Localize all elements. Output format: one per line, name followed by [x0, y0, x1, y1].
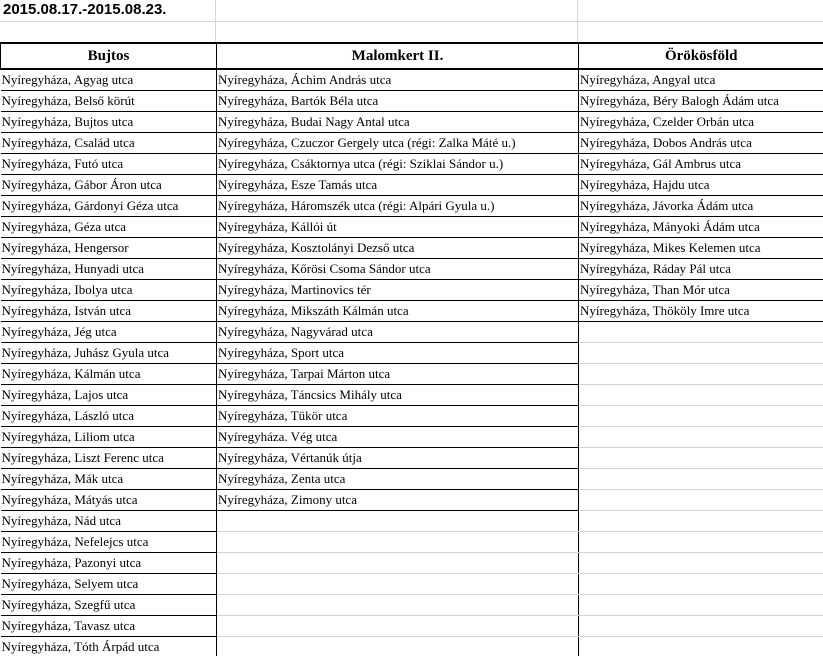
- empty-cell[interactable]: [579, 574, 823, 595]
- street-cell[interactable]: Nyíregyháza, Thököly Imre utca: [579, 301, 823, 322]
- empty-cell[interactable]: [217, 616, 579, 637]
- empty-cell[interactable]: [217, 511, 579, 532]
- street-cell[interactable]: Nyíregyháza, Kosztolányi Dezső utca: [217, 238, 579, 259]
- table-row: [1, 532, 823, 553]
- table-row: [1, 175, 823, 196]
- street-cell[interactable]: Nyíregyháza, Csáktornya utca (régi: Sziklai Sándor u.): [217, 154, 579, 175]
- date-range: 2015.08.17.-2015.08.23.: [3, 1, 167, 18]
- street-cell[interactable]: Nyíregyháza, Táncsics Mihály utca: [217, 385, 579, 406]
- empty-cell[interactable]: [579, 511, 823, 532]
- table-row: [1, 280, 823, 301]
- table-row: [1, 133, 823, 154]
- street-cell[interactable]: Nyíregyháza, Hunyadi utca: [1, 259, 217, 280]
- empty-cell[interactable]: [217, 637, 579, 656]
- street-cell[interactable]: Nyíregyháza, Martinovics tér: [217, 280, 579, 301]
- street-cell[interactable]: Nyíregyháza, Esze Tamás utca: [217, 175, 579, 196]
- street-cell[interactable]: Nyíregyháza, István utca: [1, 301, 217, 322]
- street-cell[interactable]: Nyíregyháza, Háromszék utca (régi: Alpári Gyula u.): [217, 196, 579, 217]
- table-row: [1, 69, 823, 91]
- street-cell[interactable]: Nyíregyháza, Than Mór utca: [579, 280, 823, 301]
- empty-cell[interactable]: [578, 0, 823, 21]
- street-cell[interactable]: Nyíregyháza, Áchim András utca: [217, 69, 579, 91]
- street-cell[interactable]: Nyíregyháza, Czuczor Gergely utca (régi: Zalka Máté u.): [217, 133, 579, 154]
- table-row: [1, 112, 823, 133]
- table-row: [1, 238, 823, 259]
- street-cell[interactable]: Nyíregyháza, Tóth Árpád utca: [1, 637, 217, 656]
- header-row: [1, 43, 823, 69]
- street-cell[interactable]: Nyíregyháza, Jávorka Ádám utca: [579, 196, 823, 217]
- street-cell[interactable]: Nyíregyháza, Nagyvárad utca: [217, 322, 579, 343]
- street-cell[interactable]: Nyíregyháza, Mikszáth Kálmán utca: [217, 301, 579, 322]
- street-cell[interactable]: Nyíregyháza, Angyal utca: [579, 69, 823, 91]
- street-cell[interactable]: Nyíregyháza, Ibolya utca: [1, 280, 217, 301]
- street-cell[interactable]: Nyíregyháza, László utca: [1, 406, 217, 427]
- empty-cell[interactable]: [579, 637, 823, 656]
- date-row: [0, 0, 823, 22]
- street-cell[interactable]: Nyíregyháza. Vég utca: [217, 427, 579, 448]
- street-cell[interactable]: Nyíregyháza, Juhász Gyula utca: [1, 343, 217, 364]
- street-cell[interactable]: Nyíregyháza, Selyem utca: [1, 574, 217, 595]
- empty-cell[interactable]: [579, 553, 823, 574]
- street-cell[interactable]: Nyíregyháza, Liszt Ferenc utca: [1, 448, 217, 469]
- empty-cell[interactable]: [216, 22, 578, 42]
- table-row: [1, 364, 823, 385]
- blank-row: [0, 22, 823, 42]
- table-row: [1, 448, 823, 469]
- table-row: [1, 91, 823, 112]
- table-row: [1, 574, 823, 595]
- table-row: [1, 490, 823, 511]
- empty-cell[interactable]: [217, 595, 579, 616]
- street-cell[interactable]: Nyíregyháza, Hajdu utca: [579, 175, 823, 196]
- table-row: [1, 301, 823, 322]
- street-cell[interactable]: Nyíregyháza, Jég utca: [1, 322, 217, 343]
- street-cell[interactable]: Nyíregyháza, Mikes Kelemen utca: [579, 238, 823, 259]
- table-row: [1, 196, 823, 217]
- street-cell[interactable]: Nyíregyháza, Agyag utca: [1, 69, 217, 91]
- empty-cell[interactable]: [579, 469, 823, 490]
- empty-cell[interactable]: [579, 322, 823, 343]
- street-cell[interactable]: Nyíregyháza, Bujtos utca: [1, 112, 217, 133]
- table-body: [1, 69, 823, 656]
- empty-cell[interactable]: [579, 343, 823, 364]
- empty-cell[interactable]: [217, 553, 579, 574]
- street-cell[interactable]: Nyíregyháza, Bartók Béla utca: [217, 91, 579, 112]
- street-cell[interactable]: Nyíregyháza, Czelder Orbán utca: [579, 112, 823, 133]
- street-cell[interactable]: Nyíregyháza, Pazonyi utca: [1, 553, 217, 574]
- street-cell[interactable]: Nyíregyháza, Lajos utca: [1, 385, 217, 406]
- table-row: [1, 154, 823, 175]
- empty-cell[interactable]: [579, 616, 823, 637]
- street-cell[interactable]: Nyíregyháza, Mátyás utca: [1, 490, 217, 511]
- table-row: [1, 595, 823, 616]
- street-cell[interactable]: Nyíregyháza, Liliom utca: [1, 427, 217, 448]
- empty-cell[interactable]: [579, 406, 823, 427]
- street-cell[interactable]: Nyíregyháza, Zenta utca: [217, 469, 579, 490]
- street-cell[interactable]: Nyíregyháza, Mák utca: [1, 469, 217, 490]
- empty-cell[interactable]: [579, 595, 823, 616]
- street-cell[interactable]: Nyíregyháza, Kállói út: [217, 217, 579, 238]
- street-cell[interactable]: Nyíregyháza, Ráday Pál utca: [579, 259, 823, 280]
- street-cell[interactable]: Nyíregyháza, Gábor Áron utca: [1, 175, 217, 196]
- table-row: [1, 259, 823, 280]
- street-cell[interactable]: Nyíregyháza, Tarpai Márton utca: [217, 364, 579, 385]
- table-row: [1, 322, 823, 343]
- street-cell[interactable]: Nyíregyháza, Dobos András utca: [579, 133, 823, 154]
- street-cell[interactable]: Nyíregyháza, Gárdonyi Géza utca: [1, 196, 217, 217]
- empty-cell[interactable]: [579, 364, 823, 385]
- street-cell[interactable]: Nyíregyháza, Zimony utca: [217, 490, 579, 511]
- date-cell[interactable]: [0, 0, 216, 21]
- empty-cell[interactable]: [217, 532, 579, 553]
- empty-cell[interactable]: [216, 0, 578, 21]
- street-cell[interactable]: Nyíregyháza, Tavasz utca: [1, 616, 217, 637]
- street-cell[interactable]: Nyíregyháza, Budai Nagy Antal utca: [217, 112, 579, 133]
- table-row: [1, 553, 823, 574]
- street-cell[interactable]: Nyíregyháza, Nefelejcs utca: [1, 532, 217, 553]
- street-cell[interactable]: Nyíregyháza, Futó utca: [1, 154, 217, 175]
- street-cell[interactable]: Nyíregyháza, Hengersor: [1, 238, 217, 259]
- table-row: [1, 406, 823, 427]
- street-cell[interactable]: Nyíregyháza, Sport utca: [217, 343, 579, 364]
- empty-cell[interactable]: [217, 574, 579, 595]
- table-row: [1, 217, 823, 238]
- empty-cell[interactable]: [579, 385, 823, 406]
- empty-cell[interactable]: [579, 490, 823, 511]
- street-cell[interactable]: Nyíregyháza, Belső körút: [1, 91, 217, 112]
- empty-cell[interactable]: [579, 448, 823, 469]
- street-cell[interactable]: Nyíregyháza, Nád utca: [1, 511, 217, 532]
- street-table: [0, 42, 823, 656]
- street-cell[interactable]: Nyíregyháza, Géza utca: [1, 217, 217, 238]
- empty-cell[interactable]: [578, 22, 823, 42]
- street-cell[interactable]: Nyíregyháza, Kőrösi Csoma Sándor utca: [217, 259, 579, 280]
- column-header-malomkert[interactable]: Malomkert II.: [217, 43, 579, 69]
- street-cell[interactable]: Nyíregyháza, Tükör utca: [217, 406, 579, 427]
- table-row: [1, 469, 823, 490]
- street-cell[interactable]: Nyíregyháza, Mányoki Ádám utca: [579, 217, 823, 238]
- table-row: [1, 343, 823, 364]
- street-cell[interactable]: Nyíregyháza, Kálmán utca: [1, 364, 217, 385]
- table-row: [1, 427, 823, 448]
- table-row: [1, 385, 823, 406]
- table-row: [1, 616, 823, 637]
- column-header-orokosfold[interactable]: Örökösföld: [579, 43, 823, 69]
- street-cell[interactable]: Nyíregyháza, Gál Ambrus utca: [579, 154, 823, 175]
- street-cell[interactable]: Nyíregyháza, Vértanúk útja: [217, 448, 579, 469]
- column-header-bujtos[interactable]: Bujtos: [1, 43, 217, 69]
- table-row: [1, 511, 823, 532]
- empty-cell[interactable]: [579, 427, 823, 448]
- empty-cell[interactable]: [579, 532, 823, 553]
- empty-cell[interactable]: [0, 22, 216, 42]
- table-row: [1, 637, 823, 656]
- street-cell[interactable]: Nyíregyháza, Béry Balogh Ádám utca: [579, 91, 823, 112]
- street-cell[interactable]: Nyíregyháza, Család utca: [1, 133, 217, 154]
- street-cell[interactable]: Nyíregyháza, Szegfű utca: [1, 595, 217, 616]
